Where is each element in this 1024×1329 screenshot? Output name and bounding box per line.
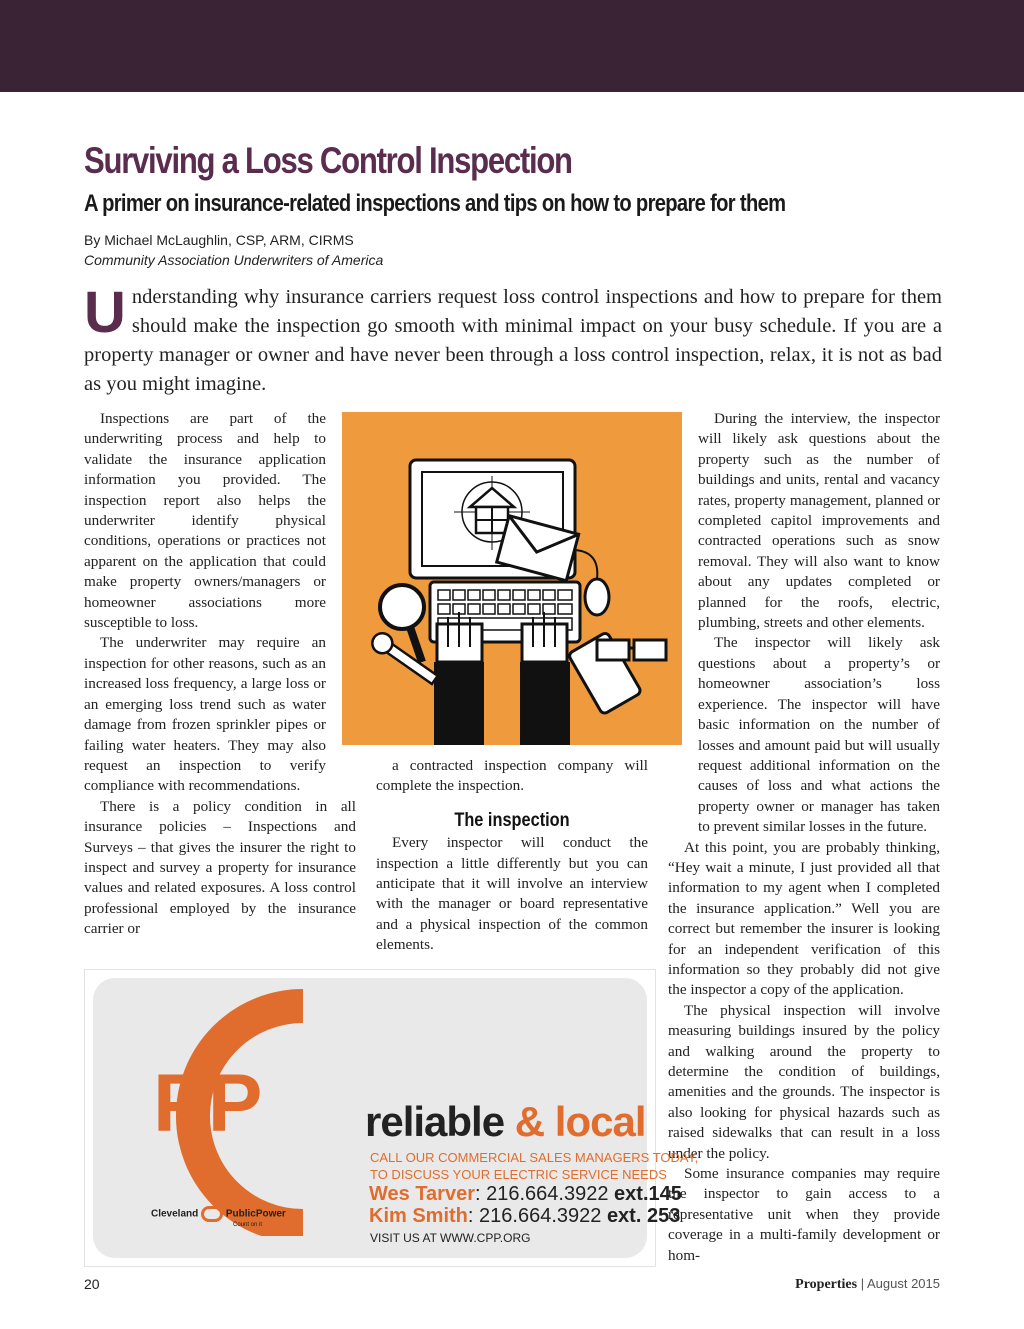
contact-2-name: Kim Smith — [369, 1205, 468, 1227]
computer-desk-icon — [342, 412, 682, 745]
cleveland-public-power-logo — [151, 1206, 286, 1228]
col3-paragraph-4: The physical inspection will involve measuring buildings insured by the policy and walking around the property to determine the condition of buildings, amenities and the grounds. The inspector is also looking for physical hazards such as raised sidewalks that can result in a loss under the policy. — [668, 1001, 940, 1162]
intro-paragraph — [84, 280, 942, 399]
ad-call-line: CALL OUR COMMERCIAL SALES MANAGERS TODAY, — [370, 1150, 699, 1165]
contact-1-ext: ext.145 — [614, 1183, 682, 1205]
small-logo-right: PublicPower — [225, 1208, 286, 1220]
col2-paragraph-2: Every inspector will conduct the inspection a little differently but you can anticipate that it will involve an interview with the manager or board representative and a physical inspection of the common elements. — [376, 834, 648, 954]
col3-paragraph-3: At this point, you are probably thinking, “Hey wait a minute, I just provided all that information to my agent when I completed the insurance application.” Well you are correct but remember the insurer is looking for an independent verification of this information so they probably did not give the inspector a copy of the application. — [668, 838, 940, 999]
svg-text:PP: PP — [153, 1058, 263, 1149]
ad-tagline-amp: & — [514, 1098, 545, 1145]
ad-tagline-local: local — [554, 1098, 646, 1145]
footer-publication: Properties | August 2015 — [795, 1276, 940, 1292]
column-1 — [84, 409, 356, 940]
col3-paragraph-5: Some insurance companies may require the inspector to gain access to a representative unit when they provide coverage in a multi-family development or hom- — [668, 1165, 940, 1264]
ad-contact-1: Wes Tarver: 216.664.3922 ext.145 — [369, 1183, 682, 1205]
column-3 — [668, 409, 940, 1266]
small-logo-tag: Count on it — [233, 1222, 263, 1228]
col3-paragraph-1: During the interview, the inspector will likely ask questions about the property such as the number of buildings and units, rental and vacancy rates, property management, planned or completed capitol improvements and contracted operations such as snow removal. They will also want to know about any updates completed or planned for the roofs, electric, plumbing, streets and other elements. — [698, 410, 940, 632]
intro-text: nderstanding why insurance carriers request loss control inspections and how to prepare for them should make the inspection go smooth with minimal impact on your busy schedule. If you are a property manager or owner and have never been through a loss control inspection, relax, it is not as bad as you might imagine. — [84, 286, 942, 395]
col1-paragraph-1: Inspections are part of the underwriting process and help to validate the insurance application information you provided. The inspection report also helps the underwriter identify physical conditions, operations or practices not apparent on the application that could make property owners/managers or homeowner associations more susceptible to loss. — [84, 410, 326, 632]
col2-paragraph-1: a contracted inspection company will complete the inspection. — [376, 757, 648, 795]
article-title: Surviving a Loss Control Inspection — [84, 140, 572, 181]
ad-panel — [93, 978, 699, 1258]
ad-tagline — [365, 1098, 646, 1146]
cpp-advertisement — [84, 969, 699, 1267]
small-cpp-icon — [201, 1206, 223, 1222]
author-byline: By Michael McLaughlin, CSP, ARM, CIRMS — [84, 232, 354, 248]
column-2 — [376, 756, 648, 956]
ad-website: VISIT US AT WWW.CPP.ORG — [370, 1231, 531, 1245]
contact-2-phone: 216.664.3922 — [479, 1205, 602, 1227]
computer-illustration — [342, 412, 682, 745]
contact-1-phone: 216.664.3922 — [486, 1183, 609, 1205]
magazine-name: Properties — [795, 1277, 858, 1292]
small-logo-left: Cleveland — [151, 1208, 199, 1220]
ad-tagline-reliable: reliable — [365, 1098, 505, 1145]
author-affiliation: Community Association Underwriters of America — [84, 252, 384, 268]
col3-paragraph-2: The inspector will likely ask questions about a property’s or homeowner association’s loss experience. The inspector will have basic information on the number of losses and amount paid but will usually request additional information on the causes of loss and what actions the property owner or manager has taken to prevent similar losses in the future. — [698, 634, 940, 836]
article-subtitle: A primer on insurance-related inspections and tips on how to prepare for them — [84, 190, 786, 217]
ad-contact-2: Kim Smith: 216.664.3922 ext. 253 — [369, 1205, 681, 1227]
section-heading-inspection: The inspection — [454, 809, 570, 831]
col1-paragraph-3: There is a policy condition in all insurance policies – Inspections and Surveys – that gives the insurer the right to inspect and survey a property for insurance values and related exposures. A loss control professional employed by the insurance carrier or — [84, 797, 356, 938]
ad-service-line: TO DISCUSS YOUR ELECTRIC SERVICE NEEDS — [370, 1167, 667, 1182]
drop-cap: U — [84, 280, 126, 345]
cpp-logo-icon — [103, 986, 363, 1236]
contact-1-name: Wes Tarver — [369, 1183, 475, 1205]
page-number: 20 — [84, 1276, 100, 1292]
col1-paragraph-2: The underwriter may require an inspection for other reasons, such as an increased loss frequency, a large loss or an emerging loss trend such as water damage from frozen sprinkler pipes or failing water heaters. They may also request an inspection to verify compliance with recommendations. — [84, 634, 326, 795]
issue-date: August 2015 — [866, 1276, 940, 1291]
top-header-band — [0, 0, 1024, 92]
contact-2-ext: ext. 253 — [606, 1205, 681, 1227]
